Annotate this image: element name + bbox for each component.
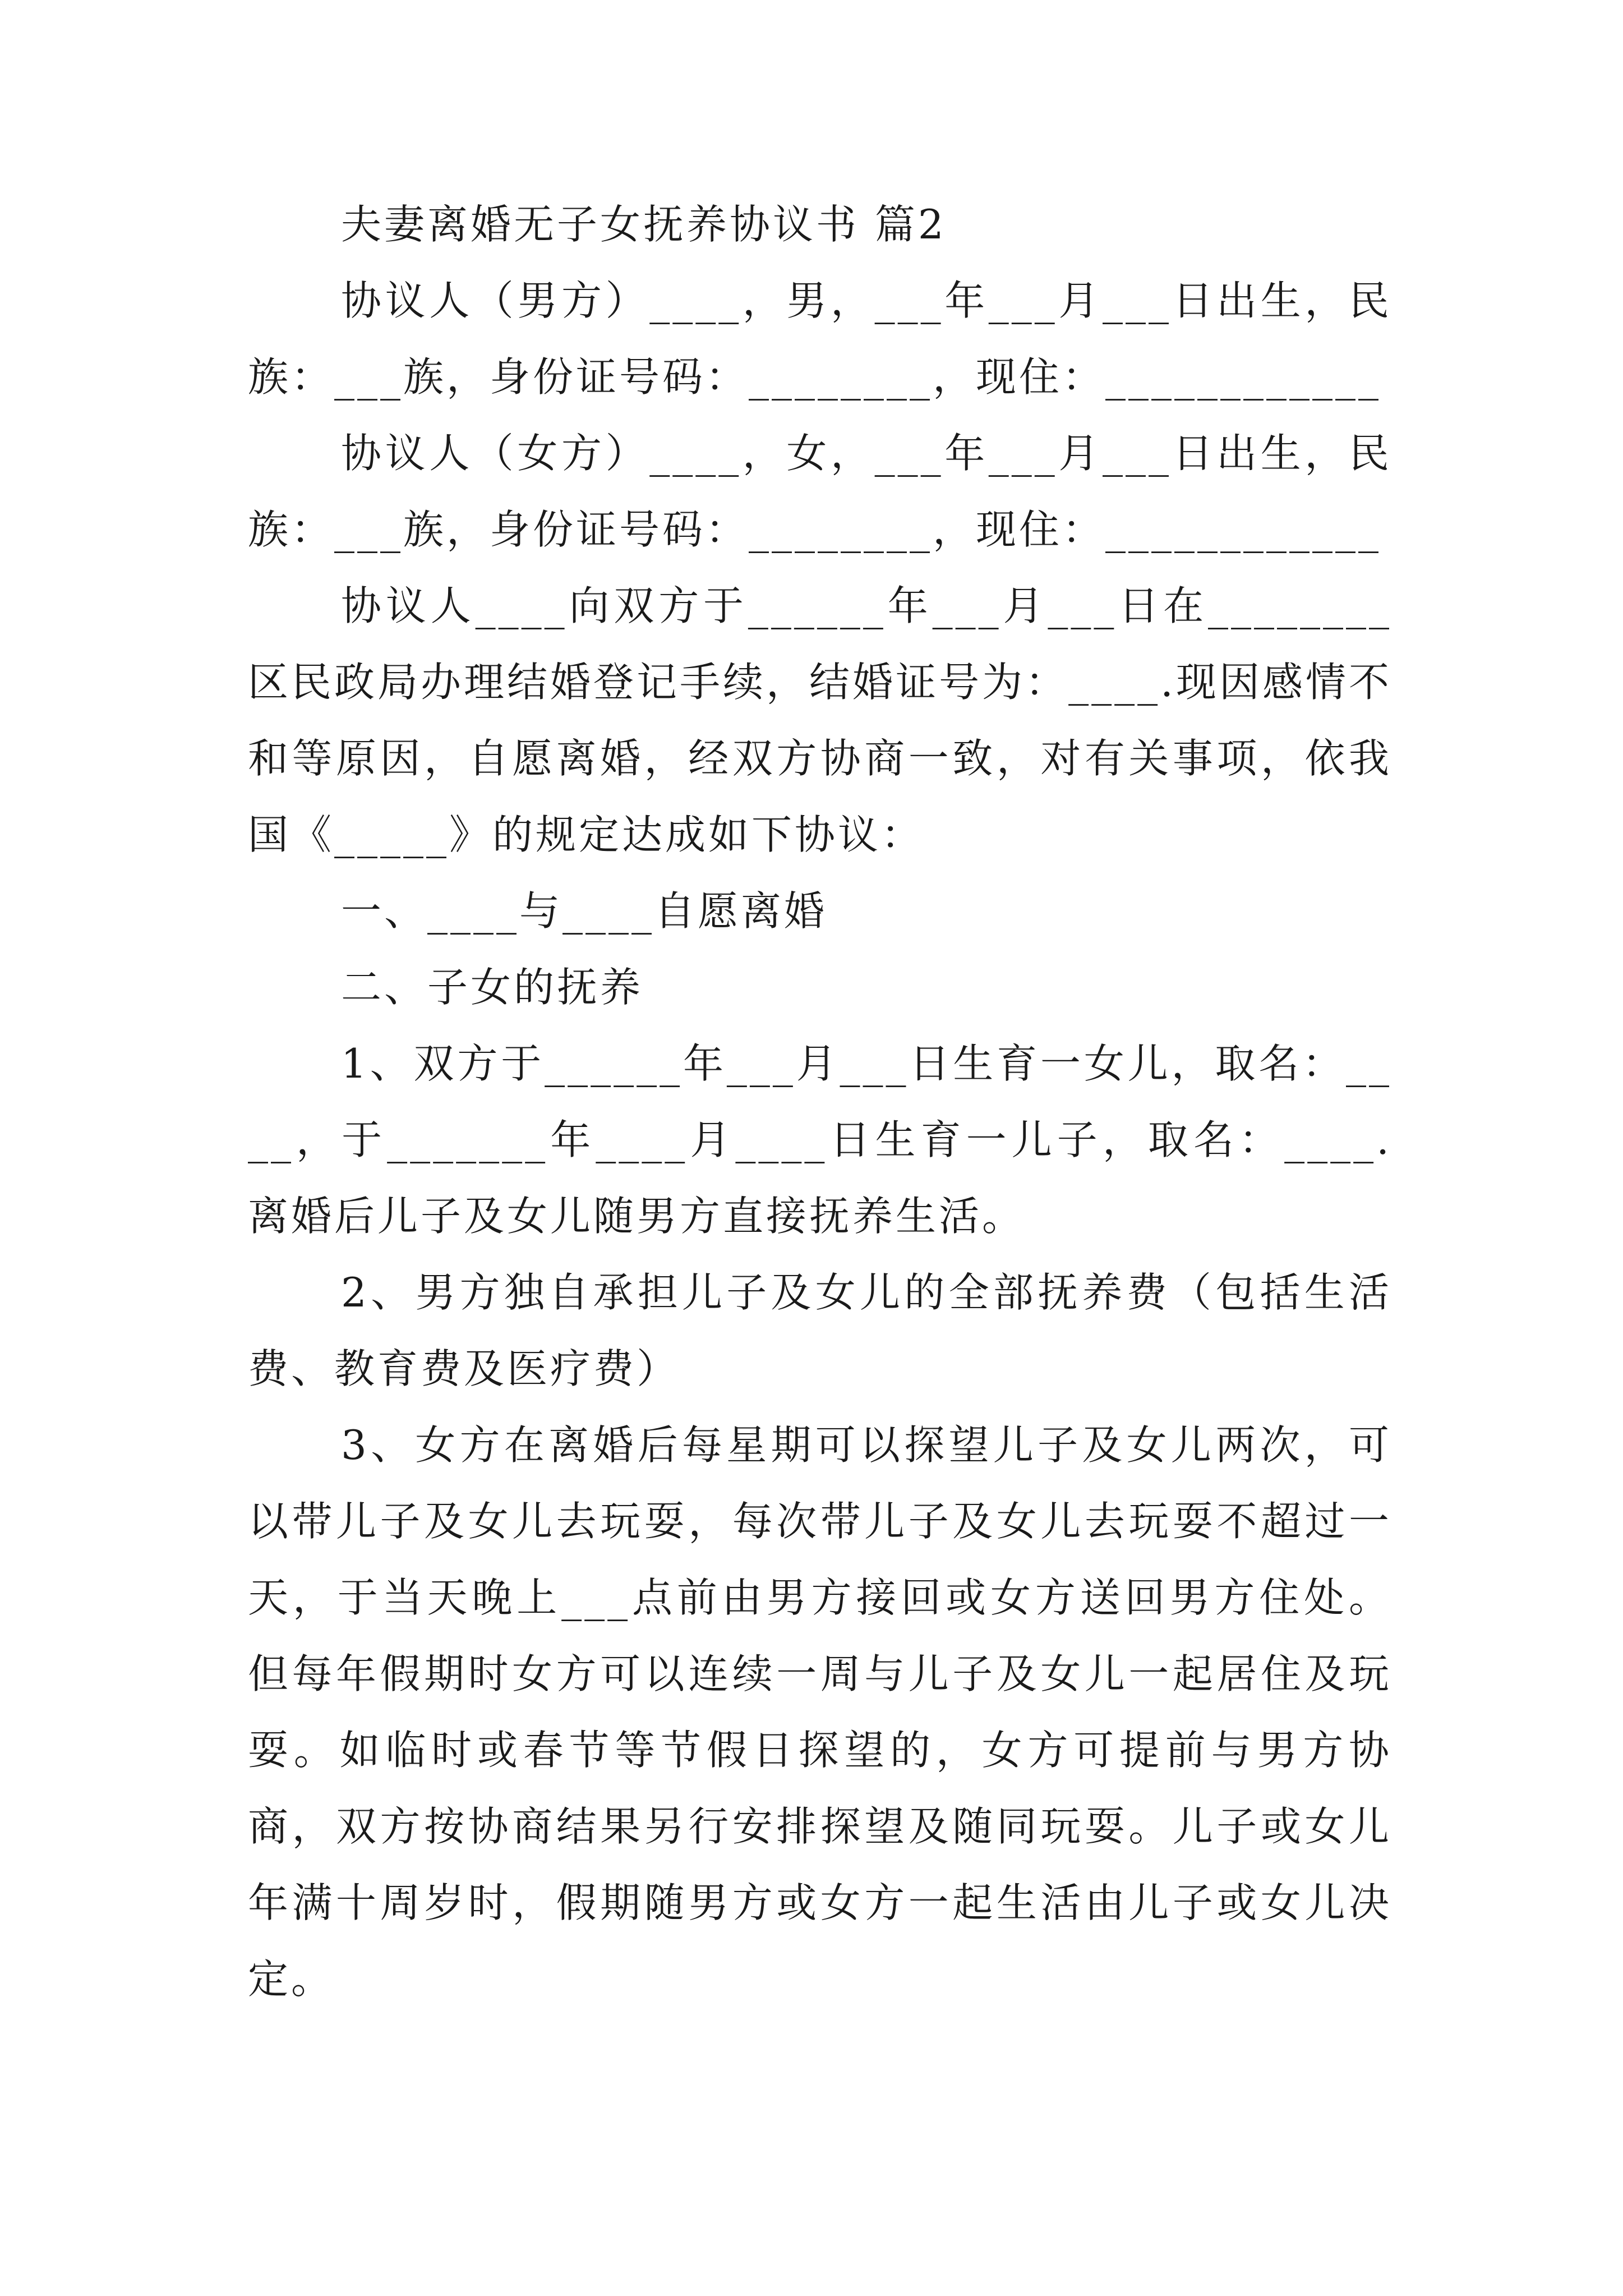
paragraph-clause-2-heading: 二、子女的抚养 [341, 964, 644, 1011]
paragraph-item-2: 2、男方独自承担儿子及女儿的全部抚养费（包括生活费、教育费及医疗费） [248, 1269, 1392, 1392]
paragraph-clause-1: 一、____与____自愿离婚 [341, 887, 828, 935]
paragraph-item-3: 3、女方在离婚后每星期可以探望儿子及女儿两次，可以带儿子及女儿去玩耍，每次带儿子及女儿去玩耍不超过一天，于当天晚上___点前由男方接回或女方送回男方住处。但每年假期时女方可以连续一周与儿子及女儿一起居住及玩耍。如临时或春节等节假日探望的，女方可提前与男方协商，双方按协商结果另行安排探望及随同玩耍。儿子或女儿年满十周岁时，假期随男方或女方一起生活由儿子或女儿决定。 [248, 1421, 1392, 2003]
paragraph-husband-info: 协议人（男方）____，男，___年___月___日出生，民族：___族，身份证号码：________，现住：____________ [248, 277, 1392, 401]
document-title: 夫妻离婚无子女抚养协议书 篇2 [341, 201, 947, 248]
document-body [248, 186, 1392, 2017]
paragraph-marriage-registration: 协议人____向双方于______年___月___日在________区民政局办理结婚登记手续，结婚证号为：____.现因感情不和等原因，自愿离婚，经双方协商一致，对有关事项，依我国《_____》的规定达成如下协议： [248, 582, 1392, 858]
paragraph-item-1: 1、双方于______年___月___日生育一女儿，取名：____，于_______年____月____日生育一儿子，取名：____.离婚后儿子及女儿随男方直接抚养生活。 [248, 1040, 1392, 1240]
paragraph-wife-info: 协议人（女方）____，女，___年___月___日出生，民族：___族，身份证号码：________，现住：____________ [248, 430, 1392, 553]
